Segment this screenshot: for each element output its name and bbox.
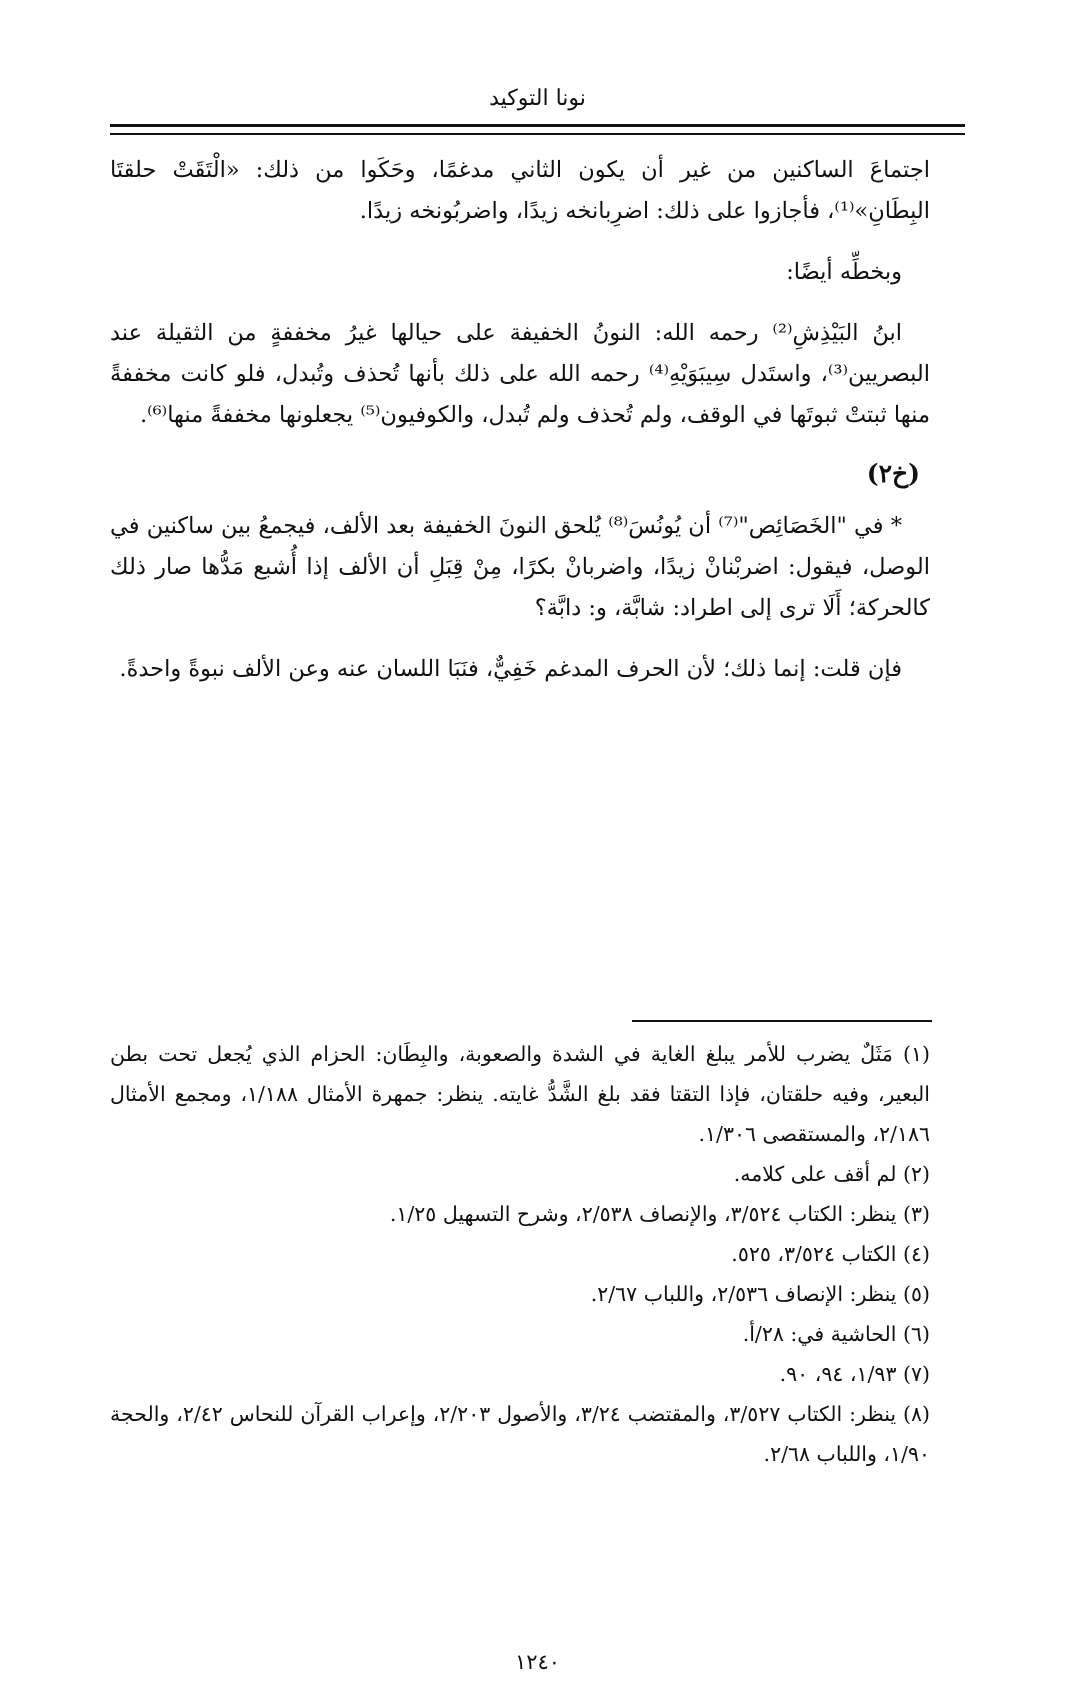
footnotes [110, 1034, 930, 1474]
header-rule-thin [110, 133, 965, 135]
footnote-7: (٧) ١/٩٣، ٩٤، ٩٠. [779, 1362, 930, 1386]
paragraph-khasais: * في "الخَصَائِص"⁽⁷⁾ أن يُونُسَ⁽⁸⁾ يُلحق النونَ الخفيفة بعد الألف، فيجمعُ بين ساكنين في الوصل، فيقول: اضربْنانْ زيدًا، واضربانْ بكرًا، مِنْ قِبَلِ أن الألف إذا أُشبع مَدُّها صار ذلك كالحركة؛ أَلَا ترى إلى اطراد: شابَّة، و: دابَّة؟ [110, 513, 930, 621]
paragraph-continuation: اجتماعَ الساكنين من غير أن يكون الثاني مدغمًا، وحَكَوا من ذلك: «الْتَقَتْ حلقتَا البِطَانِ»⁽¹⁾، فأجازوا على ذلك: اضرِبانخه زيدًا، واضربُونخه زيدًا. [110, 157, 930, 224]
footnote-1: (١) مَثَلٌ يضرب للأمر يبلغ الغاية في الشدة والصعوبة، والبِطَان: الحزام الذي يُجعل تحت بطن البعير، وفيه حلقتان، فإذا التقتا فقد بلغ الشَّدُّ غايته. ينظر: جمهرة الأمثال ١/١٨٨، ومجمع الأمثال ٢/١٨٦، والمستقصى ١/٣٠٦. [110, 1042, 930, 1146]
paragraph-objection: فإن قلت: إنما ذلك؛ لأن الحرف المدغم خَفِيٌّ، فنَبَا اللسان عنه وعن الألف نبوةً واحدةً. [119, 656, 902, 682]
section-marker: (خ٢) [866, 459, 920, 488]
paragraph-handwriting-note: وبخطِّه أيضًا: [786, 259, 902, 285]
page-number: ١٢٤٠ [514, 1650, 561, 1674]
footnote-4: (٤) الكتاب ٣/٥٢٤، ٥٢٥. [731, 1242, 930, 1266]
footnote-separator [632, 1020, 932, 1022]
footnote-2: (٢) لم أقف على كلامه. [733, 1162, 930, 1186]
paragraph-ibn-albaydhish: ابنُ البَيْذِشِ⁽²⁾ رحمه الله: النونُ الخفيفة على حيالها غيرُ مخففةٍ من الثقيلة عند البصريين⁽³⁾، واستَدل سِيبَوَيْهِ⁽⁴⁾ رحمه الله على ذلك بأنها تُحذف وتُبدل، فلو كانت مخففةً منها ثبتتْ ثبوتَها في الوقف، ولم تُحذف ولم تُبدل، والكوفيون⁽⁵⁾ يجعلونها مخففةً منها⁽⁶⁾. [110, 320, 930, 428]
footnote-3: (٣) ينظر: الكتاب ٣/٥٢٤، والإنصاف ٢/٥٣٨، وشرح التسهيل ١/٢٥. [389, 1202, 930, 1226]
footnote-8: (٨) ينظر: الكتاب ٣/٥٢٧، والمقتضب ٣/٢٤، والأصول ٢/٢٠٣، وإعراب القرآن للنحاس ٢/٤٢، والحجة ١/٩٠، واللباب ٢/٦٨. [110, 1402, 931, 1466]
running-header-title: نونا التوكيد [489, 86, 586, 111]
main-text [110, 150, 930, 710]
footnote-5: (٥) ينظر: الإنصاف ٢/٥٣٦، واللباب ٢/٦٧. [590, 1282, 930, 1306]
header-rule-thick [110, 124, 965, 127]
footnote-6: (٦) الحاشية في: ٢٨/أ. [742, 1322, 930, 1346]
